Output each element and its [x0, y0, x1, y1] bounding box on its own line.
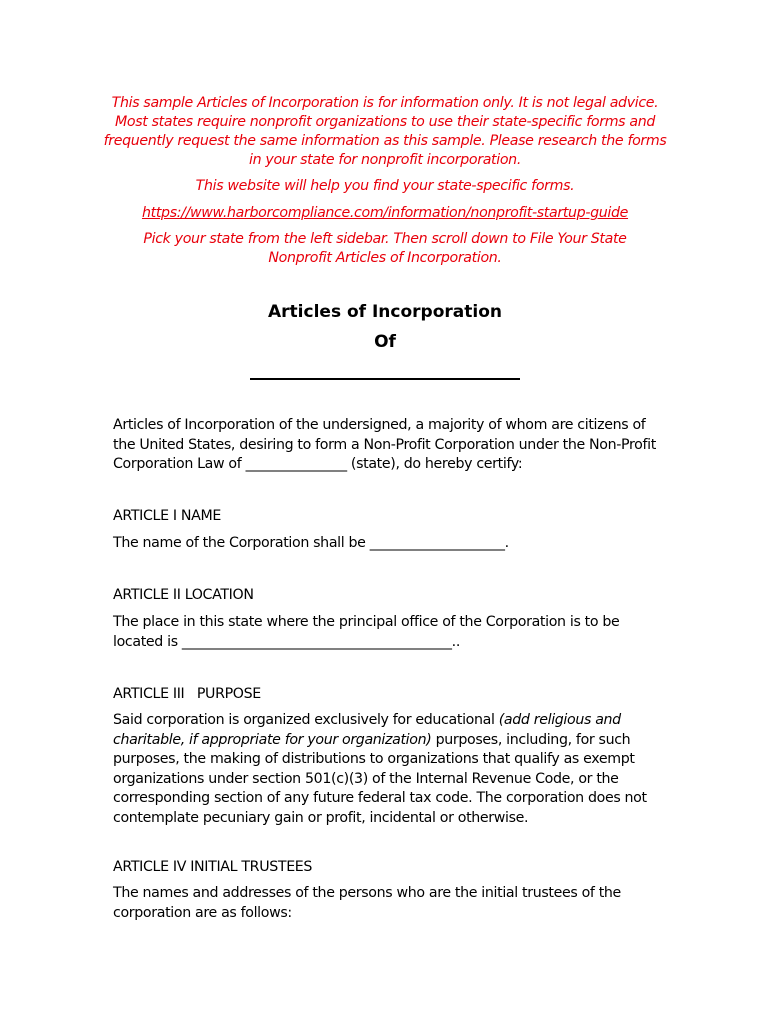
article-3-heading: ARTICLE III PURPOSE — [113, 686, 261, 702]
intro-paragraph: Articles of Incorporation of the undersigned, a majority of whom are citizens of the United States, desiring to form a Non-Profit Corporation under the Non-Profit Corporation Law of _______________ (state), do hereby certify: — [113, 417, 656, 472]
article-3-italic-note: (add religious and charitable, if appropriate for your organization) — [113, 712, 621, 748]
article-3-text — [113, 711, 658, 828]
website-help-text: This website will help you find your state-specific forms. — [195, 178, 575, 194]
article-3-text-start: Said corporation is organized exclusively for educational — [113, 712, 499, 728]
link-line — [100, 204, 670, 223]
article-1-text: The name of the Corporation shall be ____________________. — [113, 535, 509, 551]
article-2-text: The place in this state where the principal office of the Corporation is to be located is ________________________________________.. — [113, 614, 620, 650]
article-3-text-end: purposes, including, for such purposes, the making of distributions to organizations that qualify as exempt organizations under section 501(c)(3) of the Internal Revenue Code, or the corresponding section of any future federal tax code. The corporation does not contemplate pecuniary gain or profit, incidental or otherwise. — [113, 731, 647, 826]
document-title: Articles of Incorporation — [268, 302, 502, 322]
state-instructions-text: Pick your state from the left sidebar. Then scroll down to File Your State Nonprofit Articles of Incorporation. — [143, 231, 627, 266]
corporation-name-blank-line — [250, 378, 520, 380]
article-4-text: The names and addresses of the persons who are the initial trustees of the corporation are as follows: — [113, 885, 621, 921]
document-subtitle: Of — [374, 332, 396, 352]
disclaimer-paragraph: This sample Articles of Incorporation is for information only. It is not legal advice. Most states require nonprofit organizations to use their state-specific forms and frequently request the same information as this sample. Please research the forms in your state for nonprofit incorporation. — [103, 95, 667, 168]
article-4-heading: ARTICLE IV INITIAL TRUSTEES — [113, 859, 313, 875]
harbor-compliance-link[interactable]: https://www.harborcompliance.com/information/nonprofit-startup-guide — [141, 205, 629, 221]
article-1-heading: ARTICLE I NAME — [113, 508, 221, 524]
article-2-heading: ARTICLE II LOCATION — [113, 587, 254, 603]
